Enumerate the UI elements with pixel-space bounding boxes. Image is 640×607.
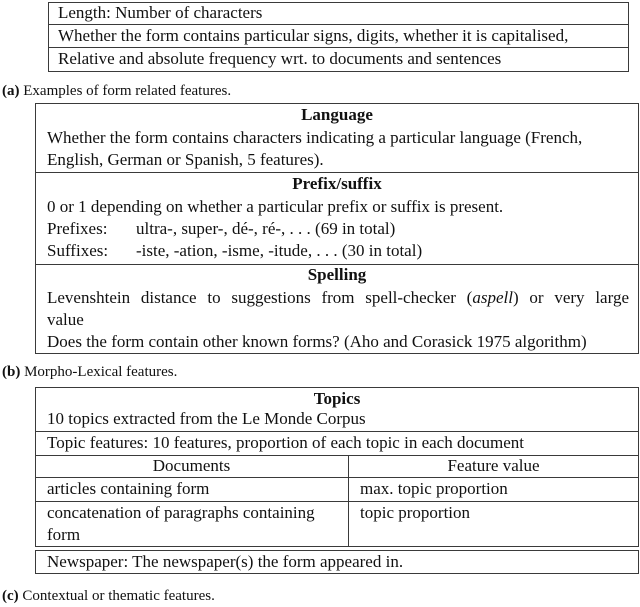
value-cell-topic-proportion: topic proportion <box>360 503 471 522</box>
section-heading-spelling: Spelling <box>307 265 367 284</box>
prefix-suffix-intro: 0 or 1 depending on whether a particular prefix or suffix is present. <box>47 197 504 216</box>
topics-subheading: 10 topics extracted from the Le Monde Corpus <box>47 409 366 428</box>
spelling-line-2: value <box>47 310 84 329</box>
spelling-line-1: Levenshtein distance to suggestions from spell-checker (aspell) or very large <box>47 288 629 307</box>
caption-b: (b) Morpho-Lexical features. <box>2 364 178 380</box>
suffixes-label: Suffixes: <box>47 241 109 260</box>
prefixes-label: Prefixes: <box>47 219 108 238</box>
newspaper-feature: Newspaper: The newspaper(s) the form appeared in. <box>47 552 404 571</box>
form-feature-length: Length: Number of characters <box>58 3 263 22</box>
form-feature-signs: Whether the form contains particular signs, digits, whether it is capitalised, <box>58 26 569 45</box>
documents-cell-articles: articles containing form <box>47 479 210 498</box>
section-heading-prefix-suffix: Prefix/suffix <box>292 174 382 193</box>
suffixes-value: -iste, -ation, -isme, -itude, . . . (30 in total) <box>136 241 423 260</box>
value-cell-max-topic: max. topic proportion <box>360 479 508 498</box>
column-header-documents: Documents <box>152 456 231 475</box>
language-line-2: English, German or Spanish, 5 features). <box>47 150 324 169</box>
form-feature-frequency: Relative and absolute frequency wrt. to documents and sentences <box>58 49 502 68</box>
topics-heading: Topics <box>313 389 361 408</box>
prefixes-value: ultra-, super-, dé-, ré-, . . . (69 in total) <box>136 219 396 238</box>
spelling-line-3: Does the form contain other known forms? (Aho and Corasick 1975 algorithm) <box>47 332 587 351</box>
caption-c: (c) Contextual or thematic features. <box>2 588 215 604</box>
section-heading-language: Language <box>301 105 373 124</box>
documents-cell-paragraphs-line-2: form <box>47 525 81 544</box>
caption-a: (a) Examples of form related features. <box>2 83 232 99</box>
documents-cell-paragraphs-line-1: concatenation of paragraphs containing <box>47 503 315 522</box>
topic-features-row: Topic features: 10 features, proportion of each topic in each document <box>47 433 524 452</box>
language-line-1: Whether the form contains characters indicating a particular language (French, <box>47 128 583 147</box>
column-header-feature-value: Feature value <box>447 456 540 475</box>
